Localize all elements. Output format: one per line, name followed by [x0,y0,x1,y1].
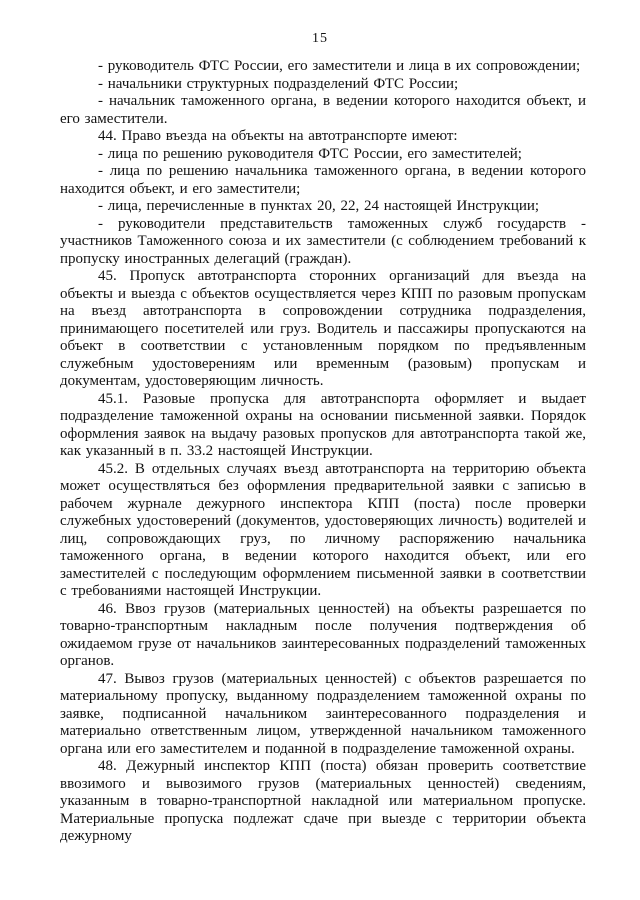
document-body [60,58,586,846]
list-item-customs-chief: - начальник таможенного органа, в ведении которого находится объект, и его заместители. [60,93,586,127]
list-item-listed-persons: - лица, перечисленные в пунктах 20, 22, 24 настоящей Инструкции; [98,198,540,214]
paragraph-44: 44. Право въезда на объекты на автотранспорте имеют: [98,128,458,144]
paragraph-47: 47. Вывоз грузов (материальных ценностей) с объектов разрешается по материальному пропуску, выданному подразделением таможенной охраны по заявке, подписанной начальником заинтересованного подразделения и материально ответственным лицом, утвержденной начальником таможенного органа или его заместителем и поданной в подразделение таможенной охраны. [60,670,586,757]
paragraph-45-2: 45.2. В отдельных случаях въезд автотранспорта на территорию объекта может осуществляться без оформления предварительной заявки с записью в рабочем журнале дежурного инспектора КПП (поста) после проверки служебных удостоверений (документов, удостоверяющих личность) водителей и лиц, сопровождающих груз, по личному распоряжению начальника таможенного органа, в ведении которого находится объект, или его заместителей с последующим оформлением письменной заявки в соответствии с требованиями настоящей Инструкции. [60,460,586,599]
list-item-fts-head: - руководитель ФТС России, его заместители и лица в их сопровождении; [98,58,581,74]
list-item-fts-unit-chiefs: - начальники структурных подразделений ФТС России; [98,75,459,92]
paragraph-45: 45. Пропуск автотранспорта сторонних организаций для въезда на объекты и выезда с объектов осуществляется через КПП по разовым пропускам на въезд автотранспорта в сопровождении сотрудника подразделения, принимающего посетителей или груз. Водитель и пассажиры пропускаются на объект в соответствии с установленным порядком по предъявленным служебным удостоверениям или временным (разовым) пропускам и документам, удостоверяющим личность. [60,268,586,389]
page-number: 15 [312,31,328,46]
paragraph-48: 48. Дежурный инспектор КПП (поста) обязан проверить соответствие ввозимого и вывозимого грузов (материальных ценностей) сведениям, указанным в товарно-транспортной накладной или материальном пропуске. Материальные пропуска подлежат сдаче при выезде с территории объекта дежурному [60,758,586,844]
list-item-union-representatives: - руководители представительств таможенных служб государств - участников Таможенного союза и их заместители (с соблюдением требований к пропуску иностранных делегаций (граждан). [60,215,586,267]
paragraph-45-1: 45.1. Разовые пропуска для автотранспорта оформляет и выдает подразделение таможенной охраны на основании письменной заявки. Порядок оформления заявок на выдачу разовых пропусков для автотранспорта такой же, как указанный в п. 33.2 настоящей Инструкции. [60,390,586,459]
list-item-fts-decision: - лица по решению руководителя ФТС России, его заместителей; [98,145,522,162]
paragraph-46: 46. Ввоз грузов (материальных ценностей) на объекты разрешается по товарно-транспортным накладным после получения подтверждения об ожидаемом грузе от начальников заинтересованных подразделений таможенных органов. [60,600,586,669]
list-item-chief-decision: - лица по решению начальника таможенного органа, в ведении которого находится объект, и его заместители; [60,163,586,197]
